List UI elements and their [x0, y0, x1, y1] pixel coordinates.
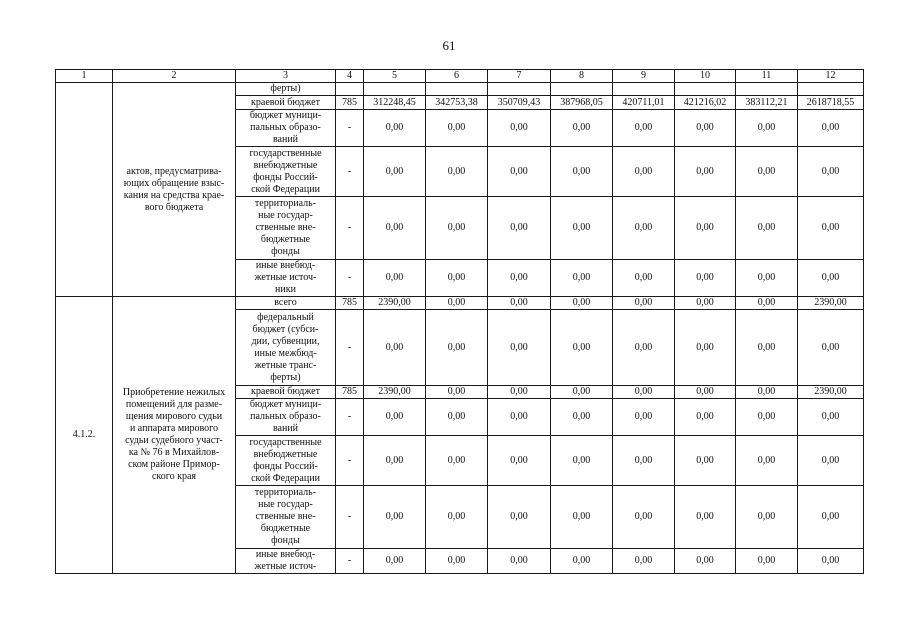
- column-number: 5: [364, 70, 426, 83]
- value-cell: 387968,05: [551, 96, 613, 110]
- budget-table-body: [56, 70, 864, 574]
- value-cell: 0,00: [613, 486, 675, 549]
- value-cell: 0,00: [736, 386, 798, 399]
- funding-source: иные внебюд- жетные источ- ники: [236, 260, 336, 297]
- value-cell: 0,00: [675, 386, 736, 399]
- value-cell: 0,00: [675, 110, 736, 147]
- value-cell: 0,00: [551, 399, 613, 436]
- value-cell: 0,00: [736, 486, 798, 549]
- column-number: 12: [798, 70, 864, 83]
- value-cell: 0,00: [736, 110, 798, 147]
- value-cell: 0,00: [551, 110, 613, 147]
- value-cell: 0,00: [551, 486, 613, 549]
- budget-code: -: [336, 147, 364, 197]
- value-cell: [488, 83, 551, 96]
- value-cell: 0,00: [551, 386, 613, 399]
- value-cell: [426, 83, 488, 96]
- value-cell: [613, 83, 675, 96]
- budget-code: -: [336, 436, 364, 486]
- value-cell: 420711,01: [613, 96, 675, 110]
- budget-code: -: [336, 110, 364, 147]
- value-cell: 0,00: [798, 486, 864, 549]
- value-cell: 0,00: [798, 436, 864, 486]
- value-cell: 0,00: [364, 436, 426, 486]
- value-cell: 0,00: [364, 110, 426, 147]
- value-cell: 0,00: [798, 399, 864, 436]
- value-cell: 0,00: [736, 147, 798, 197]
- value-cell: 0,00: [798, 260, 864, 297]
- value-cell: 0,00: [551, 310, 613, 386]
- value-cell: 0,00: [426, 310, 488, 386]
- column-number: 6: [426, 70, 488, 83]
- value-cell: 0,00: [613, 310, 675, 386]
- value-cell: 0,00: [488, 310, 551, 386]
- value-cell: 0,00: [488, 297, 551, 310]
- funding-source: государственные внебюджетные фонды Россий- ской Федерации: [236, 147, 336, 197]
- value-cell: 0,00: [488, 260, 551, 297]
- value-cell: 0,00: [675, 310, 736, 386]
- value-cell: 0,00: [488, 549, 551, 574]
- value-cell: 0,00: [675, 260, 736, 297]
- value-cell: 0,00: [426, 147, 488, 197]
- budget-code: -: [336, 549, 364, 574]
- value-cell: 0,00: [426, 486, 488, 549]
- value-cell: 0,00: [364, 486, 426, 549]
- item-number: [56, 83, 113, 297]
- budget-code: -: [336, 310, 364, 386]
- item-number: 4.1.2.: [56, 297, 113, 574]
- budget-code: -: [336, 486, 364, 549]
- value-cell: 0,00: [551, 197, 613, 260]
- funding-source: иные внебюд- жетные источ-: [236, 549, 336, 574]
- value-cell: 0,00: [613, 110, 675, 147]
- value-cell: 0,00: [551, 297, 613, 310]
- item-name: Приобретение нежилых помещений для разме- щения мирового судьи и аппарата мирового судьи судебного участ- ка № 76 в Михайлов- ском районе Примор- ского края: [113, 297, 236, 574]
- column-number: 2: [113, 70, 236, 83]
- header-row: [56, 70, 864, 83]
- value-cell: 350709,43: [488, 96, 551, 110]
- funding-source: ферты): [236, 83, 336, 96]
- budget-code: 785: [336, 96, 364, 110]
- column-number: 10: [675, 70, 736, 83]
- value-cell: 383112,21: [736, 96, 798, 110]
- value-cell: 0,00: [426, 549, 488, 574]
- value-cell: 0,00: [364, 310, 426, 386]
- value-cell: 0,00: [675, 297, 736, 310]
- value-cell: 2390,00: [364, 386, 426, 399]
- value-cell: 0,00: [426, 436, 488, 486]
- value-cell: 0,00: [675, 399, 736, 436]
- value-cell: 0,00: [613, 399, 675, 436]
- value-cell: 0,00: [426, 260, 488, 297]
- value-cell: 0,00: [798, 549, 864, 574]
- value-cell: 0,00: [736, 297, 798, 310]
- value-cell: 0,00: [613, 147, 675, 197]
- value-cell: 0,00: [488, 486, 551, 549]
- value-cell: 0,00: [551, 260, 613, 297]
- item-name: актов, предусматрива- ющих обращение взыс- кания на средства крае- вого бюджета: [113, 83, 236, 297]
- value-cell: 0,00: [426, 297, 488, 310]
- value-cell: 312248,45: [364, 96, 426, 110]
- column-number: 8: [551, 70, 613, 83]
- value-cell: 0,00: [675, 436, 736, 486]
- value-cell: 0,00: [736, 197, 798, 260]
- budget-code: -: [336, 399, 364, 436]
- funding-source: территориаль- ные государ- ственные вне- бюджетные фонды: [236, 197, 336, 260]
- value-cell: 0,00: [736, 436, 798, 486]
- value-cell: 0,00: [488, 147, 551, 197]
- value-cell: 0,00: [798, 197, 864, 260]
- value-cell: 0,00: [675, 486, 736, 549]
- value-cell: 2390,00: [798, 297, 864, 310]
- budget-code: 785: [336, 297, 364, 310]
- value-cell: 0,00: [364, 197, 426, 260]
- value-cell: 0,00: [426, 399, 488, 436]
- value-cell: 0,00: [736, 549, 798, 574]
- value-cell: 0,00: [736, 260, 798, 297]
- value-cell: 0,00: [675, 147, 736, 197]
- column-number: 3: [236, 70, 336, 83]
- funding-source: федеральный бюджет (субси- дии, субвенции, иные межбюд- жетные транс- ферты): [236, 310, 336, 386]
- value-cell: 2618718,55: [798, 96, 864, 110]
- value-cell: 0,00: [364, 260, 426, 297]
- funding-source: бюджет муници- пальных образо- ваний: [236, 399, 336, 436]
- value-cell: 0,00: [798, 110, 864, 147]
- value-cell: 0,00: [364, 549, 426, 574]
- column-number: 11: [736, 70, 798, 83]
- value-cell: 0,00: [364, 147, 426, 197]
- column-number: 7: [488, 70, 551, 83]
- budget-code: 785: [336, 386, 364, 399]
- table-row: [56, 297, 864, 310]
- value-cell: 0,00: [364, 399, 426, 436]
- value-cell: 0,00: [488, 197, 551, 260]
- value-cell: 0,00: [613, 436, 675, 486]
- funding-source: территориаль- ные государ- ственные вне- бюджетные фонды: [236, 486, 336, 549]
- column-number: 4: [336, 70, 364, 83]
- value-cell: 0,00: [426, 110, 488, 147]
- value-cell: 0,00: [736, 310, 798, 386]
- value-cell: 0,00: [613, 549, 675, 574]
- column-number: 9: [613, 70, 675, 83]
- table-row: [56, 83, 864, 96]
- funding-source: всего: [236, 297, 336, 310]
- funding-source: краевой бюджет: [236, 386, 336, 399]
- value-cell: 0,00: [613, 260, 675, 297]
- value-cell: 0,00: [613, 386, 675, 399]
- value-cell: 421216,02: [675, 96, 736, 110]
- value-cell: 0,00: [798, 310, 864, 386]
- value-cell: [364, 83, 426, 96]
- value-cell: 0,00: [488, 399, 551, 436]
- value-cell: 0,00: [613, 197, 675, 260]
- column-number: 1: [56, 70, 113, 83]
- budget-code: -: [336, 197, 364, 260]
- value-cell: 2390,00: [798, 386, 864, 399]
- value-cell: 0,00: [736, 399, 798, 436]
- value-cell: [798, 83, 864, 96]
- value-cell: [736, 83, 798, 96]
- funding-source: краевой бюджет: [236, 96, 336, 110]
- value-cell: 0,00: [426, 197, 488, 260]
- funding-source: бюджет муници- пальных образо- ваний: [236, 110, 336, 147]
- budget-table: [55, 69, 864, 574]
- value-cell: 0,00: [488, 436, 551, 486]
- value-cell: 0,00: [675, 549, 736, 574]
- value-cell: 0,00: [426, 386, 488, 399]
- value-cell: [551, 83, 613, 96]
- budget-code: -: [336, 260, 364, 297]
- value-cell: 0,00: [551, 436, 613, 486]
- value-cell: 0,00: [675, 197, 736, 260]
- budget-code: [336, 83, 364, 96]
- value-cell: 0,00: [488, 110, 551, 147]
- value-cell: 0,00: [488, 386, 551, 399]
- value-cell: [675, 83, 736, 96]
- value-cell: 0,00: [798, 147, 864, 197]
- page-number: 61: [442, 38, 456, 53]
- value-cell: 0,00: [551, 549, 613, 574]
- value-cell: 0,00: [613, 297, 675, 310]
- value-cell: 2390,00: [364, 297, 426, 310]
- value-cell: 0,00: [551, 147, 613, 197]
- value-cell: 342753,38: [426, 96, 488, 110]
- funding-source: государственные внебюджетные фонды Россий- ской Федерации: [236, 436, 336, 486]
